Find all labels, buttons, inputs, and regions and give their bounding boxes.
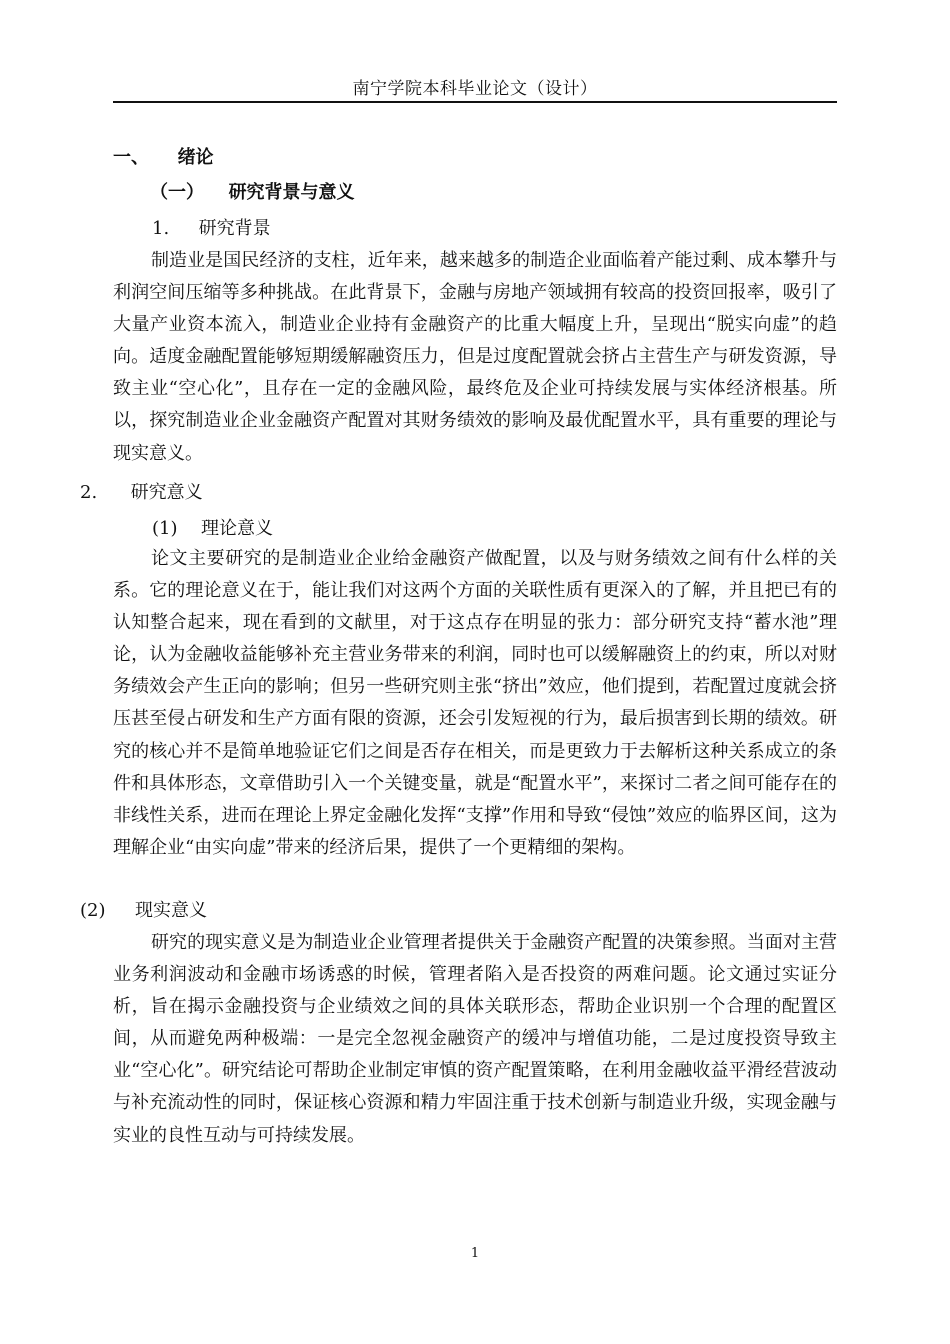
- chapter-number: 一、: [113, 147, 149, 168]
- subsection-number: 2.: [80, 482, 98, 503]
- page-header-title: 南宁学院本科毕业论文（设计）: [352, 79, 598, 99]
- section-number: （一）: [150, 182, 204, 203]
- subsection-number: 1.: [152, 218, 170, 239]
- chapter-heading: [113, 143, 214, 169]
- chapter-title: 绪论: [177, 147, 214, 168]
- header-divider: [113, 101, 837, 103]
- item-heading-practice: [80, 896, 207, 922]
- item-number: (2): [80, 900, 106, 921]
- item-number: (1): [152, 518, 178, 539]
- item-heading-theory: [152, 514, 273, 540]
- item-title: 现实意义: [134, 900, 207, 921]
- subsection-title: 研究背景: [198, 218, 271, 239]
- section-heading: [150, 178, 355, 204]
- subsection-heading-background: [152, 214, 271, 240]
- subsection-title: 研究意义: [130, 482, 203, 503]
- page-number: 1: [470, 1246, 480, 1261]
- theory-paragraph: 论文主要研究的是制造业企业给金融资产做配置，以及与财务绩效之间有什么样的关系。它的理论意义在于，能让我们对这两个方面的关联性质有更深入的了解，并且把已有的认知整合起来，现在看到的文献里，对于这点存在明显的张力：部分研究支持“蓄水池”理论，认为金融收益能够补充主营业务带来的利润，同时也可以缓解融资上的约束，所以对财务绩效会产生正向的影响；但另一些研究则主张“挤出”效应，他们提到，若配置过度就会挤压甚至侵占研发和生产方面有限的资源，还会引发短视的行为，最后损害到长期的绩效。研究的核心并不是简单地验证它们之间是否存在相关，而是更致力于去解析这种关系成立的条件和具体形态，文章借助引入一个关键变量，就是“配置水平”，来探讨二者之间可能存在的非线性关系，进而在理论上界定金融化发挥“支撑”作用和导致“侵蚀”效应的临界区间，这为理解企业“由实向虚”带来的经济后果，提供了一个更精细的架构。: [113, 548, 837, 858]
- subsection-heading-significance: [80, 478, 203, 504]
- item-title: 理论意义: [200, 518, 273, 539]
- practice-paragraph: 研究的现实意义是为制造业企业管理者提供关于金融资产配置的决策参照。当面对主营业务利润波动和金融市场诱惑的时候，管理者陷入是否投资的两难问题。论文通过实证分析，旨在揭示金融投资与企业绩效之间的具体关联形态，帮助企业识别一个合理的配置区间，从而避免两种极端：一是完全忽视金融资产的缓冲与增值功能，二是过度投资导致主业“空心化”。研究结论可帮助企业制定审慎的资产配置策略，在利用金融收益平滑经营波动与补充流动性的同时，保证核心资源和精力牢固注重于技术创新与制造业升级，实现金融与实业的良性互动与可持续发展。: [113, 932, 837, 1146]
- background-paragraph: 制造业是国民经济的支柱，近年来，越来越多的制造企业面临着产能过剩、成本攀升与利润空间压缩等多种挑战。在此背景下，金融与房地产领域拥有较高的投资回报率，吸引了大量产业资本流入，制造业企业持有金融资产的比重大幅度上升，呈现出“脱实向虚”的趋向。适度金融配置能够短期缓解融资压力，但是过度配置就会挤占主营生产与研发资源，导致主业“空心化”，且存在一定的金融风险，最终危及企业可持续发展与实体经济根基。所以，探究制造业企业金融资产配置对其财务绩效的影响及最优配置水平，具有重要的理论与现实意义。: [113, 250, 837, 464]
- section-title: 研究背景与意义: [228, 182, 355, 203]
